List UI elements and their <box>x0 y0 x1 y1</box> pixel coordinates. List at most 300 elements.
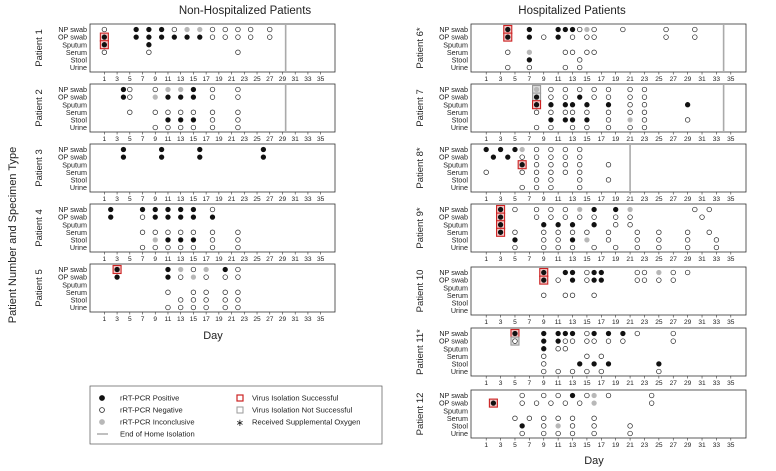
point-negative <box>223 27 228 32</box>
point-negative <box>236 275 241 280</box>
point-negative <box>606 393 611 398</box>
x-tick-label: 19 <box>612 136 620 143</box>
point-positive <box>606 362 611 367</box>
row-label: Stool <box>451 175 468 185</box>
point-negative <box>549 178 554 183</box>
x-tick-label: 19 <box>612 76 620 83</box>
x-tick-label: 31 <box>291 196 299 203</box>
panel-label: Patient 12 <box>415 392 426 436</box>
point-negative <box>505 50 510 55</box>
row-label: NP swab <box>439 329 468 339</box>
point-negative <box>642 125 647 130</box>
x-tick-label: 7 <box>527 380 532 387</box>
point-positive <box>505 27 510 32</box>
point-positive <box>520 424 525 429</box>
point-positive <box>159 147 164 152</box>
x-tick-label: 3 <box>115 136 119 143</box>
point-positive <box>159 155 164 160</box>
x-tick-label: 35 <box>727 442 735 449</box>
point-negative <box>549 147 554 152</box>
point-negative <box>685 230 690 235</box>
x-tick-label: 3 <box>498 76 503 83</box>
point-positive <box>197 147 202 152</box>
point-negative <box>707 207 712 212</box>
point-negative <box>693 35 698 40</box>
point-inconclusive <box>197 27 202 32</box>
point-negative <box>570 416 575 421</box>
x-tick-label: 7 <box>140 256 145 263</box>
x-tick-label: 15 <box>583 136 591 143</box>
row-label: Urine <box>450 123 468 133</box>
point-negative <box>685 245 690 250</box>
point-negative <box>128 110 133 115</box>
point-inconclusive <box>166 87 171 92</box>
point-negative <box>628 110 633 115</box>
point-positive <box>191 207 196 212</box>
x-tick-label: 33 <box>304 196 312 203</box>
point-negative <box>541 431 546 436</box>
row-label: NP swab <box>439 205 468 215</box>
point-negative <box>556 230 561 235</box>
point-negative <box>563 401 568 406</box>
x-tick-label: 9 <box>153 136 158 143</box>
x-tick-label: 17 <box>597 136 605 143</box>
point-negative <box>606 178 611 183</box>
point-negative <box>628 215 633 220</box>
x-tick-label: 19 <box>215 256 223 263</box>
point-negative <box>628 95 633 100</box>
row-label: Serum <box>65 107 87 117</box>
x-tick-label: 17 <box>202 256 210 263</box>
point-negative <box>563 155 568 160</box>
point-negative <box>513 416 518 421</box>
point-negative <box>534 207 539 212</box>
point-negative <box>556 278 561 283</box>
point-negative <box>570 293 575 298</box>
x-tick-label: 17 <box>202 316 210 323</box>
x-tick-label: 35 <box>727 76 735 83</box>
point-negative <box>236 230 241 235</box>
x-tick-label: 13 <box>568 319 577 326</box>
point-negative <box>549 125 554 130</box>
panel-label: Patient 4 <box>34 209 45 247</box>
point-positive <box>577 362 582 367</box>
point-positive <box>541 331 546 336</box>
x-tick-label: 9 <box>541 196 546 203</box>
x-tick-label: 19 <box>612 442 620 449</box>
panel-patient-11- <box>415 328 746 387</box>
x-tick-label: 15 <box>583 256 591 263</box>
x-tick-label: 21 <box>626 136 634 143</box>
x-tick-label: 11 <box>164 196 172 203</box>
point-inconclusive <box>178 267 183 272</box>
row-label: Sputum <box>443 283 468 293</box>
panel-patient-10 <box>415 267 746 326</box>
point-positive <box>166 238 171 243</box>
point-negative <box>541 393 546 398</box>
point-positive <box>153 215 158 220</box>
point-negative <box>541 293 546 298</box>
point-negative <box>236 118 241 123</box>
point-negative <box>592 293 597 298</box>
x-tick-label: 13 <box>177 316 185 323</box>
legend-label: rRT-PCR Negative <box>120 405 183 415</box>
row-label: Stool <box>70 235 87 245</box>
point-negative <box>191 305 196 310</box>
x-tick-label: 23 <box>640 380 649 387</box>
panel-frame <box>471 267 746 315</box>
point-negative <box>635 331 640 336</box>
x-tick-label: 29 <box>278 316 287 323</box>
x-tick-label: 33 <box>304 256 312 263</box>
point-positive <box>520 162 525 167</box>
point-negative <box>236 50 241 55</box>
point-negative <box>563 50 568 55</box>
point-positive <box>599 270 604 275</box>
point-negative <box>267 35 272 40</box>
row-label: OP swab <box>57 32 87 42</box>
point-positive <box>570 102 575 107</box>
point-positive <box>570 278 575 283</box>
point-negative <box>191 267 196 272</box>
point-negative <box>592 87 597 92</box>
x-tick-label: 11 <box>164 136 172 143</box>
point-negative <box>191 230 196 235</box>
x-tick-label: 17 <box>597 380 605 387</box>
x-tick-label: 11 <box>554 319 562 326</box>
x-tick-label: 23 <box>640 136 649 143</box>
x-tick-label: 21 <box>227 76 236 83</box>
point-negative <box>599 354 604 359</box>
x-tick-label: 5 <box>513 256 517 263</box>
point-negative <box>577 155 582 160</box>
x-tick-label: 21 <box>227 196 236 203</box>
row-label: Sputum <box>443 40 468 50</box>
point-negative <box>102 27 107 32</box>
point-negative <box>191 245 196 250</box>
point-negative <box>628 87 633 92</box>
point-negative <box>541 354 546 359</box>
point-negative <box>534 170 539 175</box>
panel-label: Patient 9* <box>415 207 426 249</box>
point-negative <box>693 207 698 212</box>
x-tick-label: 3 <box>115 196 119 203</box>
x-tick-label: 1 <box>484 380 489 387</box>
point-negative <box>693 27 698 32</box>
point-negative <box>563 110 568 115</box>
row-label: Stool <box>70 175 87 185</box>
x-tick-label: 5 <box>513 380 517 387</box>
point-negative <box>520 431 525 436</box>
x-tick-label: 7 <box>140 316 145 323</box>
point-positive <box>191 95 196 100</box>
point-negative <box>178 230 183 235</box>
x-tick-label: 9 <box>541 380 546 387</box>
row-label: Urine <box>450 306 468 316</box>
x-tick-label: 25 <box>253 136 261 143</box>
point-negative <box>563 170 568 175</box>
point-positive <box>585 118 590 123</box>
point-negative <box>210 245 215 250</box>
x-tick-label: 3 <box>115 256 119 263</box>
x-tick-label: 3 <box>498 442 503 449</box>
point-negative <box>140 245 145 250</box>
x-tick-label: 9 <box>541 76 546 83</box>
point-negative <box>541 245 546 250</box>
point-negative <box>635 230 640 235</box>
point-positive <box>556 27 561 32</box>
point-negative <box>541 424 546 429</box>
point-negative <box>556 238 561 243</box>
row-label: NP swab <box>58 205 87 215</box>
panel-label: Patient 7 <box>415 89 426 127</box>
x-tick-label: 17 <box>597 76 605 83</box>
x-tick-label: 23 <box>640 256 649 263</box>
point-positive <box>491 401 496 406</box>
point-negative <box>613 222 618 227</box>
x-tick-label: 11 <box>554 136 562 143</box>
x-tick-label: 21 <box>227 136 236 143</box>
point-inconclusive <box>657 270 662 275</box>
point-negative <box>592 431 597 436</box>
x-tick-label: 21 <box>626 76 634 83</box>
point-negative <box>153 125 158 130</box>
point-positive <box>563 118 568 123</box>
x-tick-label: 1 <box>102 76 107 83</box>
point-positive <box>621 331 626 336</box>
point-negative <box>140 230 145 235</box>
point-positive <box>102 42 107 47</box>
point-negative <box>541 238 546 243</box>
panel-patient-4 <box>34 204 335 263</box>
point-negative <box>513 245 518 250</box>
point-positive <box>592 222 597 227</box>
x-tick-label: 31 <box>698 256 706 263</box>
point-negative <box>585 270 590 275</box>
x-tick-label: 17 <box>597 256 605 263</box>
point-negative <box>592 35 597 40</box>
point-positive <box>549 118 554 123</box>
point-positive <box>549 102 554 107</box>
panel-frame <box>471 144 746 192</box>
x-tick-label: 3 <box>498 380 503 387</box>
title-left: Non-Hospitalized Patients <box>178 5 312 17</box>
legend-swatch <box>237 407 243 413</box>
x-tick-label: 3 <box>115 76 119 83</box>
x-tick-label: 15 <box>189 256 198 263</box>
point-negative <box>592 215 597 220</box>
point-negative <box>191 290 196 295</box>
point-negative <box>714 245 719 250</box>
x-tick-label: 23 <box>240 76 248 83</box>
point-negative <box>635 270 640 275</box>
row-label: NP swab <box>58 25 87 35</box>
legend-swatch <box>100 420 105 425</box>
x-tick-label: 7 <box>527 76 532 83</box>
x-tick-label: 1 <box>484 442 489 449</box>
row-label: Urine <box>69 183 87 193</box>
point-negative <box>128 87 133 92</box>
x-tick-label: 35 <box>727 319 735 326</box>
point-negative <box>210 27 215 32</box>
x-tick-label: 25 <box>655 442 663 449</box>
x-tick-label: 7 <box>140 76 145 83</box>
row-label: Sputum <box>62 40 87 50</box>
point-positive <box>563 331 568 336</box>
x-tick-label: 1 <box>484 256 489 263</box>
point-negative <box>606 95 611 100</box>
point-positive <box>121 147 126 152</box>
point-negative <box>577 170 582 175</box>
point-positive <box>134 27 139 32</box>
legend <box>90 386 382 444</box>
x-tick-label: 19 <box>215 136 223 143</box>
point-negative <box>236 245 241 250</box>
point-negative <box>635 238 640 243</box>
x-tick-label: 15 <box>189 196 198 203</box>
point-positive <box>685 102 690 107</box>
row-label: Serum <box>446 47 468 57</box>
x-tick-label: 1 <box>102 196 107 203</box>
point-positive <box>570 393 575 398</box>
point-positive <box>592 270 597 275</box>
point-positive <box>115 275 120 280</box>
point-inconclusive <box>556 424 561 429</box>
point-negative <box>236 110 241 115</box>
x-tick-label: 27 <box>266 76 274 83</box>
point-negative <box>613 215 618 220</box>
point-positive <box>599 278 604 283</box>
x-tick-label: 33 <box>712 442 721 449</box>
x-tick-label: 9 <box>153 76 158 83</box>
point-negative <box>191 125 196 130</box>
point-positive <box>541 270 546 275</box>
point-positive <box>592 207 597 212</box>
point-negative <box>563 346 568 351</box>
point-negative <box>577 27 582 32</box>
point-negative <box>140 215 145 220</box>
row-label: Urine <box>450 429 468 439</box>
x-tick-label: 23 <box>240 136 248 143</box>
point-positive <box>108 207 113 212</box>
point-positive <box>191 215 196 220</box>
point-negative <box>570 50 575 55</box>
point-inconclusive <box>534 87 539 92</box>
point-negative <box>635 278 640 283</box>
point-inconclusive <box>592 401 597 406</box>
point-negative <box>541 35 546 40</box>
point-positive <box>498 215 503 220</box>
x-tick-label: 7 <box>527 319 532 326</box>
point-positive <box>498 207 503 212</box>
row-label: OP swab <box>438 152 468 162</box>
x-tick-label: 25 <box>655 76 663 83</box>
row-label: Sputum <box>62 100 87 110</box>
point-negative <box>657 230 662 235</box>
point-negative <box>534 110 539 115</box>
x-tick-label: 29 <box>683 319 692 326</box>
row-label: Stool <box>451 421 468 431</box>
x-tick-label: 13 <box>568 196 577 203</box>
x-tick-label: 3 <box>498 256 503 263</box>
x-tick-label: 9 <box>541 136 546 143</box>
x-tick-label: 35 <box>727 380 735 387</box>
point-negative <box>172 27 177 32</box>
point-negative <box>549 87 554 92</box>
row-label: Urine <box>69 63 87 73</box>
row-label: Serum <box>446 290 468 300</box>
row-label: Urine <box>69 123 87 133</box>
point-positive <box>563 27 568 32</box>
row-label: Serum <box>446 167 468 177</box>
point-negative <box>166 290 171 295</box>
x-tick-label: 3 <box>498 136 503 143</box>
point-positive <box>592 331 597 336</box>
x-tick-label: 13 <box>177 256 185 263</box>
x-tick-label: 29 <box>278 136 287 143</box>
x-tick-label: 5 <box>127 256 132 263</box>
row-label: Serum <box>65 287 87 297</box>
panel-patient-7 <box>415 84 746 143</box>
point-negative <box>671 331 676 336</box>
x-tick-label: 31 <box>698 319 706 326</box>
panel-patient-3 <box>34 144 335 203</box>
point-negative <box>527 416 532 421</box>
point-positive <box>556 35 561 40</box>
x-tick-label: 7 <box>527 256 532 263</box>
point-negative <box>248 27 253 32</box>
x-tick-label: 15 <box>583 380 591 387</box>
x-tick-label: 33 <box>712 76 721 83</box>
row-label: Sputum <box>62 220 87 230</box>
point-negative <box>592 27 597 32</box>
row-label: Stool <box>451 55 468 65</box>
point-negative <box>556 369 561 374</box>
row-label: OP swab <box>438 336 468 346</box>
point-positive <box>153 207 158 212</box>
row-label: Urine <box>450 243 468 253</box>
point-negative <box>714 238 719 243</box>
point-negative <box>671 270 676 275</box>
point-positive <box>498 222 503 227</box>
x-tick-label: 27 <box>669 319 677 326</box>
point-positive <box>223 267 228 272</box>
point-negative <box>563 215 568 220</box>
x-axis-label-left: Day <box>203 330 223 342</box>
point-negative <box>685 238 690 243</box>
point-inconclusive <box>527 50 532 55</box>
x-tick-label: 31 <box>698 380 706 387</box>
x-tick-label: 1 <box>102 256 107 263</box>
point-negative <box>642 87 647 92</box>
point-negative <box>204 305 209 310</box>
point-positive <box>166 95 171 100</box>
point-positive <box>191 238 196 243</box>
point-negative <box>577 401 582 406</box>
point-negative <box>236 125 241 130</box>
x-tick-label: 35 <box>727 256 735 263</box>
point-negative <box>236 267 241 272</box>
row-label: Sputum <box>443 406 468 416</box>
row-label: NP swab <box>439 391 468 401</box>
x-tick-label: 25 <box>253 256 261 263</box>
row-label: Sputum <box>443 100 468 110</box>
x-tick-label: 23 <box>240 196 248 203</box>
x-tick-label: 25 <box>655 319 663 326</box>
x-tick-label: 25 <box>655 136 663 143</box>
point-positive <box>592 278 597 283</box>
point-negative <box>570 245 575 250</box>
